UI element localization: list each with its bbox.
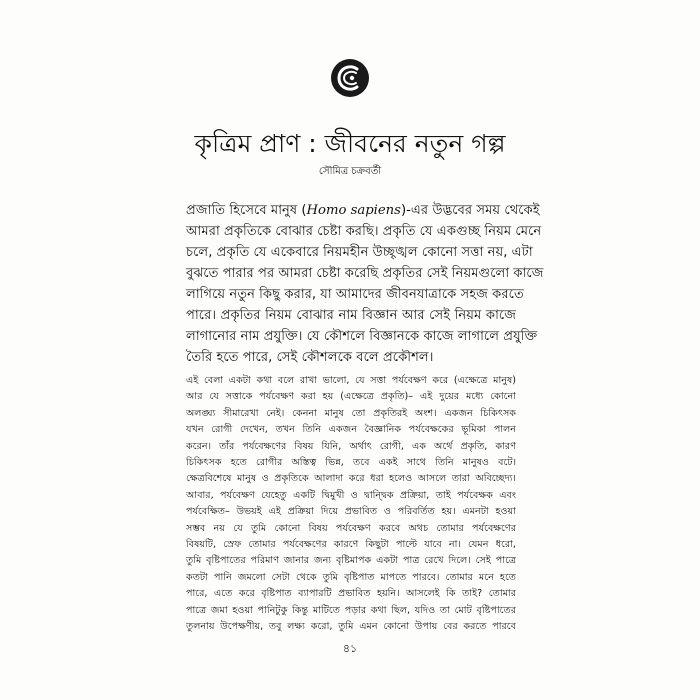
lead-line: তৈরি হতে পারে, সেই কৌশলকে বলে প্রকৌশল।: [186, 350, 434, 365]
lead-paragraph: [186, 200, 544, 368]
body-line: কতটা পানি জমলো সেটা থেকে তুমি বৃষ্টিপাত মাপতে পারবে। তোমার মনে হতে: [186, 571, 516, 583]
lead-line: প্রজাতি হিসেবে মানুষ (Homo sapiens)-এর উদ্ভবের সময় থেকেই: [186, 203, 540, 218]
body-line: এই বেলা একটা কথা বলে রাখা ভালো, যে সত্তা পর্যবেক্ষণ করে (এক্ষেত্রে মানুষ): [186, 375, 516, 386]
lead-line: বুঝতে পারার পর আমরা চেষ্টা করেছি প্রকৃতির সেই নিয়মগুলো কাজে: [186, 266, 544, 281]
scientific-name: Homo sapiens: [306, 203, 401, 218]
body-line: চিকিৎসক হতে রোগীর অস্তিত্ব ভিন্ন, তবে একই সাথে তিনি মানুষও বটে।: [186, 457, 516, 469]
body-line: আবার, পর্যবেক্ষণ যেহেতু একটি দ্বিমুখী ও দ্বান্দ্বিক প্রক্রিয়া, তাই পর্যবেক্ষক এবং: [186, 489, 516, 501]
lead-line: চলে, প্রকৃতি যে একেবারে নিয়মহীন উচ্ছৃঙ্খল কোনো সত্তা নয়, এটা: [186, 245, 533, 260]
body-line: পাত্রে জমা হওয়া পানিটুকু কিন্তু মাটিতে পড়ার কথা ছিল, যদিও তা মোট বৃষ্টিপাতের: [186, 604, 516, 616]
body-line: আর যে সত্তাকে পর্যবেক্ষণ করা হয় (এক্ষেত্রে প্রকৃতি)– এই দুয়ের মধ্যে কোনো: [186, 391, 516, 403]
article-author: সৌমিত্র চক্রবর্তী: [318, 166, 382, 177]
page-number: ৪১: [342, 642, 358, 655]
lead-line: লাগিয়ে নতুন কিছু করার, যা আমাদের জীবনযাত্রাকে সহজ করতে: [186, 287, 524, 302]
body-line: যখন রোগী দেখেন, তখন তিনি একজন বৈজ্ঞানিক পর্যবেক্ষকের ভূমিকা পালন: [186, 424, 516, 436]
body-line: অলঙ্ঘ্য সীমারেখা নেই। কেননা মানুষ তো প্রকৃতিরই অংশ। একজন চিকিৎসক: [186, 407, 516, 419]
article-title: কৃত্রিম প্রাণ : জীবনের নতুন গল্প: [194, 129, 506, 158]
chapter-emblem-icon: [330, 58, 370, 98]
body-line: পারে, এতে করে বৃষ্টিপাত ব্যাপারটি প্রভাবিত হয়নি। আসলেই কি তাই? তোমার: [186, 588, 516, 600]
body-paragraph: [186, 373, 516, 636]
body-line: বিষয়টি, স্রেফ তোমার পর্যবেক্ষণের কারণে কিছুটা পাল্টে যাবে না। যেমন ধরো,: [186, 539, 516, 551]
body-line: ক্ষেত্রবিশেষে মানুষ ও প্রকৃতিকে আলাদা করে ধরা হলেও আসলে তারা অবিচ্ছেদ্য।: [186, 473, 516, 485]
body-line: তুমি বৃষ্টিপাতের পরিমাণ জানার জন্য বৃষ্টিমাপক একটা পাত্র রেখে দিলে। সেই পাত্রে: [186, 555, 516, 567]
lead-line: আমরা প্রকৃতিকে বোঝার চেষ্টা করছি। প্রকৃতি যে একগুচ্ছ নিয়ম মেনে: [186, 224, 542, 239]
body-line: সম্ভব নয় যে তুমি কোনো বিষয় পর্যবেক্ষণ করবে অথচ তোমার পর্যবেক্ষণের: [186, 522, 516, 534]
body-line: তুলনায় উপেক্ষণীয়, তবু লক্ষ্য করো, তুমি এমন কোনো উপায় বের করতে পারবে: [186, 621, 516, 633]
lead-line: লাগানোর নাম প্রযুক্তি। যে কৌশলে বিজ্ঞানকে কাজে লাগালে প্রযুক্তি: [186, 329, 538, 344]
body-line: পর্যবেক্ষিত– উভয়ই এই প্রক্রিয়া দিয়ে প্রভাবিত ও পরিবর্তিত হয়। এমনটা হওয়া: [186, 506, 516, 518]
lead-line: পারে। প্রকৃতির নিয়ম বোঝার নাম বিজ্ঞান আর সেই নিয়ম কাজে: [186, 308, 516, 323]
body-line: করেন। তাঁর পর্যবেক্ষণের বিষয় যিনি, অর্থাৎ রোগী, এক অর্থে প্রকৃতি, কারণ: [186, 440, 516, 452]
